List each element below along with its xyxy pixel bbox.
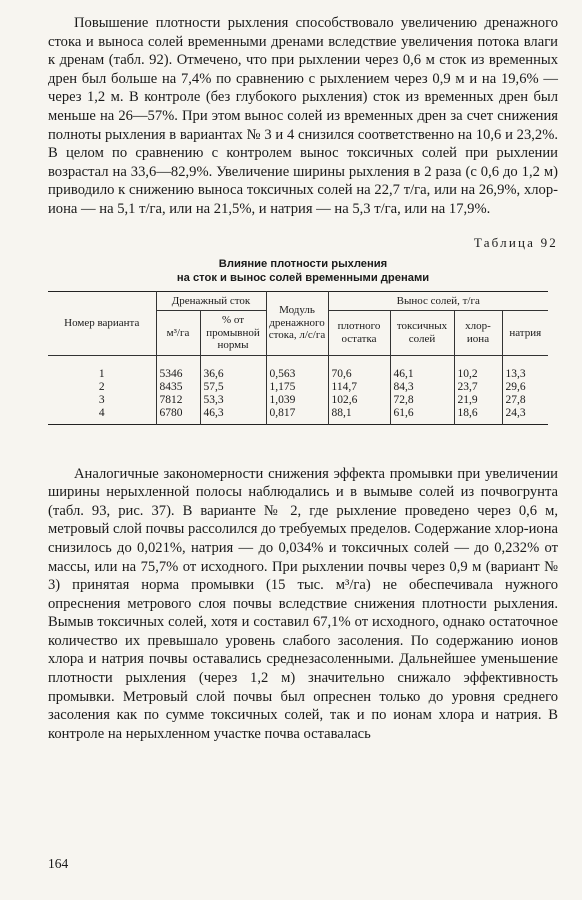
table-cell-chlor: 23,7 (454, 381, 502, 394)
table-cell-natr: 27,8 (502, 394, 548, 407)
header-salts: Вынос солей, т/га (328, 291, 548, 311)
table-cell-natr: 24,3 (502, 407, 548, 425)
header-toxic: токсичных солей (390, 311, 454, 356)
table-cell-toxic: 84,3 (390, 381, 454, 394)
table-cell-toxic: 72,8 (390, 394, 454, 407)
table-cell-m3: 8435 (156, 381, 200, 394)
table-row (48, 381, 548, 394)
header-drain-m3: м³/га (156, 311, 200, 356)
table-cell-mod: 1,039 (266, 394, 328, 407)
table-title-line-1: Влияние плотности рыхления (218, 257, 388, 270)
table-cell-mod: 0,563 (266, 355, 328, 381)
table-row (48, 355, 548, 381)
table-cell-toxic: 61,6 (390, 407, 454, 425)
table-row (48, 407, 548, 425)
table-cell-n: 4 (98, 406, 105, 419)
header-natr: натрия (502, 311, 548, 356)
table-cell-dense: 102,6 (328, 394, 390, 407)
table-cell-natr: 29,6 (502, 381, 548, 394)
table-cell-dense: 70,6 (328, 355, 390, 381)
table-cell-pct: 57,5 (200, 381, 266, 394)
table-cell-n: 2 (98, 380, 105, 393)
page-number: 164 (48, 856, 69, 871)
table-cell-chlor: 18,6 (454, 407, 502, 425)
table-cell-natr: 13,3 (502, 355, 548, 381)
table-label: Таблица 92 (473, 234, 558, 250)
table-cell-m3: 7812 (156, 394, 200, 407)
table-cell-dense: 88,1 (328, 407, 390, 425)
header-variant: Номер варианта (48, 291, 156, 355)
table-title-line-2: на сток и вынос солей временными дренами (176, 271, 430, 284)
table-cell-toxic: 46,1 (390, 355, 454, 381)
table-row (48, 394, 548, 407)
header-chlor: хлор-иона (454, 311, 502, 356)
paragraph-2: Аналогичные закономерности снижения эффекта промывки при увеличении ширины нерыхленной полосы наблюдались и в вымыве солей из почвогрунта (табл. 93, рис. 37). В варианте № 2, где рыхление проведено через 0,6 м, метровый слой почвы рассолился до требуемых пределов. Содержание хлор-иона снизилось до 0,021%, натрия — до 0,034% и токсичных солей — до 0,232% от массы, или на 75,7% от исходного. При рыхлении почвы через 0,9 м (вариант № 3) принятая норма промывки (15 тыс. м³/га) не обеспечивала нужного опреснения метрового слоя почвы вследствие снижения плотности рыхления. Вымыв токсичных солей, хотя и составил 67,1% от исходного, однако остаточное количество их превышало уровень слабого засоления. По содержанию ионов хлора и натрия почвы оставались среднезасоленными. Дальнейшее уменьшение плотности рыхления (через 1,2 м) значительно снижало эффективность промывки. Метровый слой почвы был опреснен только до уровня среднего засоления как по сумме токсичных солей, так и по ионам хлора и натрия. В контроле на нерыхленном участке почва оставалась (48, 465, 558, 742)
table-cell-chlor: 10,2 (454, 355, 502, 381)
paragraph-1: Повышение плотности рыхления способствовало увеличению дренажного стока и выноса солей временными дренами вследствие увеличения потока влаги к дренам (табл. 92). Отмечено, что при рыхлении через 0,6 м сток из временных дрен был больше на 7,4% по сравнению с рыхлением через 0,9 м и на 19,6% — через 1,2 м. В контроле (без глубокого рыхления) сток из временных дрен был меньше на 26—57%. При этом вынос солей из временных дрен за счет снижения полноты рыхления в вариантах № 3 и 4 снизился соответственно на 10,6 и 23,2%. В целом по сравнению с контролем вынос токсичных солей при рыхлении возрастал на 33,6—82,9%. Увеличение ширины рыхления в 2 раза (с 0,6 до 1,2 м) приводило к снижению выноса токсичных солей на 22,7 т/га, или на 26,9%, хлор-иона — на 5,1 т/га, или на 21,5%, и натрия — на 5,3 т/га, или на 17,9%. (48, 15, 558, 217)
table-cell-mod: 1,175 (266, 381, 328, 394)
header-drain: Дренажный сток (156, 291, 266, 311)
table-cell-n: 1 (98, 367, 105, 380)
data-table (48, 291, 548, 425)
table-cell-dense: 114,7 (328, 381, 390, 394)
table-cell-chlor: 21,9 (454, 394, 502, 407)
header-module: Модуль дренажного стока, л/с/га (266, 291, 328, 355)
table-cell-pct: 36,6 (200, 355, 266, 381)
table-cell-pct: 46,3 (200, 407, 266, 425)
header-dense: плотного остатка (328, 311, 390, 356)
table-title (48, 257, 558, 285)
table-cell-m3: 5346 (156, 355, 200, 381)
table-cell-pct: 53,3 (200, 394, 266, 407)
table-body (48, 355, 548, 424)
page-body (48, 14, 558, 743)
table-cell-n: 3 (98, 393, 105, 406)
header-drain-pct: % от промывной нормы (200, 311, 266, 356)
table-cell-m3: 6780 (156, 407, 200, 425)
table-cell-mod: 0,817 (266, 407, 328, 425)
